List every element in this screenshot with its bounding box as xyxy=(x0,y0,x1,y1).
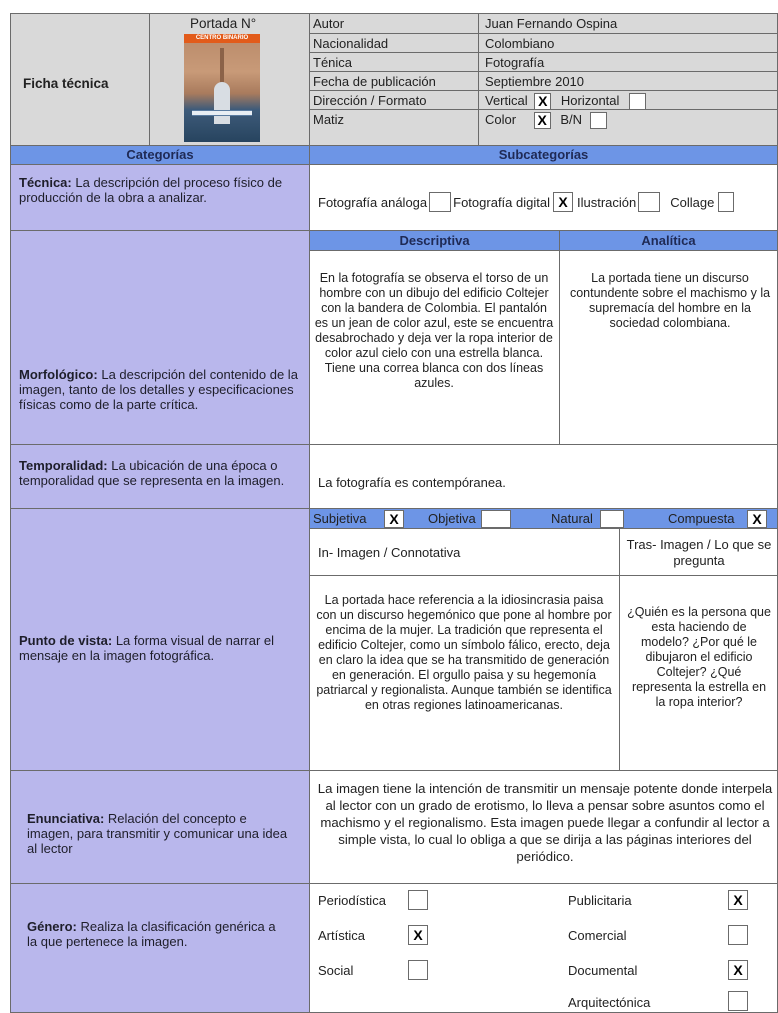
info-label-tecnica: Ténica xyxy=(313,55,353,70)
morfologico-desc: La descripción del contenido de la imagen, tanto de los detalles y especificaciones físicas como de la parte crítica. xyxy=(19,367,298,412)
enunciativa-subcategory xyxy=(309,770,778,884)
genero-artistica-checkbox[interactable]: X xyxy=(408,925,428,945)
enunciativa-category xyxy=(10,770,310,884)
tecnica-desc: La descripción del proceso físico de producción de la obra a analizar. xyxy=(19,175,283,205)
tecnica-opt-analoga-label: Fotografía análoga xyxy=(318,194,428,210)
punto-opt-natural-label: Natural xyxy=(551,511,593,526)
genero-title: Género: xyxy=(27,919,77,934)
in-imagen-text: La portada hace referencia a la idiosincrasia paisa con un discurso hegemónico que pone al hombre por encima de la mujer. La tradición que representa el edificio Coltejer, como un símbolo fálico, erecto, deja en claro la idea que se ha transmitido de generación en generación. El orgullo paisa y su hegemonía patriarcal y regionalista. Aunque también se identifica en otras regiones latinoamericanas. xyxy=(316,593,612,712)
punto-opt-objetiva-checkbox[interactable] xyxy=(481,510,511,528)
info-label-autor: Autor xyxy=(313,16,345,31)
punto-opt-objetiva-label: Objetiva xyxy=(428,511,476,526)
genero-arquitectonica-checkbox[interactable] xyxy=(728,991,748,1011)
tecnica-opt-digital-label: Fotografía digital xyxy=(453,194,550,210)
info-rows xyxy=(310,14,777,129)
punto-opt-subjetiva-checkbox[interactable]: X xyxy=(384,510,404,528)
genero-artistica-label: Artística xyxy=(318,928,365,943)
punto-row-divider xyxy=(310,575,777,576)
formato-vertical-checkbox[interactable]: X xyxy=(534,93,551,110)
info-value-tecnica: Fotografía xyxy=(485,55,545,70)
portada-label: Portada N° xyxy=(190,16,257,31)
cover-image xyxy=(184,34,260,142)
info-label-fecha: Fecha de publicación xyxy=(313,74,436,89)
formato-horizontal-label: Horizontal xyxy=(560,93,620,108)
punto-de-vista-title: Punto de vista: xyxy=(19,633,113,648)
morfologico-subcategory xyxy=(309,230,778,445)
ficha-tecnica-cell xyxy=(10,13,150,146)
descriptiva-text: En la fotografía se observa el torso de un hombre con un dibujo del edificio Coltejer con la bandera de Colombia. El pantalón es un jean de color azul, este se encuentra desabrochado y deja ver la ropa interior de color azul cielo con una estrella blanca. Tiene una correa blanca con dos líneas azules. xyxy=(314,271,554,390)
info-value-autor: Juan Fernando Ospina xyxy=(485,16,618,31)
tecnica-opt-ilustracion-label: Ilustración xyxy=(576,194,637,210)
temporalidad-desc: La ubicación de una época o temporalidad que se representa en la imagen. xyxy=(19,458,285,488)
tecnica-opt-collage-checkbox[interactable] xyxy=(718,192,734,212)
matiz-bn-label: B/N xyxy=(560,112,582,127)
punto-opt-compuesta-checkbox[interactable]: X xyxy=(747,510,767,528)
tras-imagen-label: Tras- Imagen / Lo que se pregunta xyxy=(626,537,772,568)
temporalidad-subcategory xyxy=(309,444,778,509)
tecnica-subcategory xyxy=(309,164,778,231)
info-label-nacionalidad: Nacionalidad xyxy=(313,36,389,51)
tecnica-opt-ilustracion-checkbox[interactable] xyxy=(638,192,660,212)
info-value-fecha: Septiembre 2010 xyxy=(485,74,585,89)
morfologico-col-divider xyxy=(559,251,560,444)
subcategorias-header: Subcategorías xyxy=(309,145,778,165)
tecnica-title: Técnica: xyxy=(19,175,72,190)
formato-vertical-label: Vertical xyxy=(485,93,528,108)
info-value-nacionalidad: Colombiano xyxy=(485,36,555,51)
genero-social-checkbox[interactable] xyxy=(408,960,428,980)
punto-de-vista-category xyxy=(10,508,310,771)
matiz-options xyxy=(485,110,607,129)
tecnica-options xyxy=(318,192,734,212)
formato-horizontal-checkbox[interactable] xyxy=(629,93,646,110)
punto-options-bar xyxy=(310,509,777,529)
enunciativa-title: Enunciativa: xyxy=(27,811,105,826)
punto-de-vista-desc: La forma visual de narrar el mensaje en la imagen fotográfica. xyxy=(19,633,275,663)
tecnica-category xyxy=(10,164,310,231)
info-row-nacionalidad xyxy=(310,34,777,53)
punto-col-divider xyxy=(619,529,620,770)
info-label-matiz: Matiz xyxy=(313,112,345,127)
cover-logo: CENTRO BINARIO xyxy=(184,34,260,43)
genero-social-label: Social xyxy=(318,963,354,978)
matiz-bn-checkbox[interactable] xyxy=(590,112,607,129)
temporalidad-category xyxy=(10,444,310,509)
portada-cell xyxy=(149,13,310,146)
morfologico-category xyxy=(10,230,310,445)
punto-opt-subjetiva-label: Subjetiva xyxy=(313,511,367,526)
cover-belt xyxy=(192,110,252,116)
categorias-header: Categorías xyxy=(10,145,310,165)
info-row-tecnica xyxy=(310,53,777,72)
genero-category xyxy=(10,883,310,1013)
genero-comercial-label: Comercial xyxy=(568,928,627,943)
analitica-header: Analítica xyxy=(560,231,777,251)
punto-opt-compuesta-label: Compuesta xyxy=(668,511,735,526)
tecnica-opt-collage-label: Collage xyxy=(670,194,715,210)
analitica-text: La portada tiene un discurso contundente sobre el machismo y la supremacía del hombre en la sociedad colombiana. xyxy=(569,271,771,330)
matiz-color-checkbox[interactable]: X xyxy=(534,112,551,129)
info-table xyxy=(309,13,778,146)
punto-de-vista-subcategory xyxy=(309,508,778,771)
morfologico-title: Morfológico: xyxy=(19,367,98,382)
genero-periodistica-label: Periodística xyxy=(318,893,386,908)
tecnica-opt-analoga-checkbox[interactable] xyxy=(429,192,451,212)
genero-subcategory xyxy=(309,883,778,1013)
genero-documental-checkbox[interactable]: X xyxy=(728,960,748,980)
in-imagen-label: In- Imagen / Connotativa xyxy=(318,545,461,560)
tras-imagen-text: ¿Quién es la persona que esta haciendo de modelo? ¿Por qué le dibujaron el edificio Coltejer? ¿Qué representa la estrella en la ropa interior? xyxy=(627,605,771,709)
formato-options xyxy=(485,91,646,110)
genero-documental-label: Documental xyxy=(568,963,638,978)
cover-building xyxy=(214,82,230,124)
genero-comercial-checkbox[interactable] xyxy=(728,925,748,945)
info-row-fecha xyxy=(310,72,777,91)
info-row-matiz xyxy=(310,110,777,129)
temporalidad-value: La fotografía es contempóranea. xyxy=(318,475,506,490)
ficha-tecnica-label: Ficha técnica xyxy=(23,76,109,91)
info-label-formato: Dirección / Formato xyxy=(313,93,427,108)
descriptiva-header: Descriptiva xyxy=(310,231,560,251)
tecnica-opt-digital-checkbox[interactable]: X xyxy=(553,192,573,212)
genero-periodistica-checkbox[interactable] xyxy=(408,890,428,910)
temporalidad-title: Temporalidad: xyxy=(19,458,108,473)
genero-publicitaria-checkbox[interactable]: X xyxy=(728,890,748,910)
info-row-autor xyxy=(310,14,777,34)
genero-desc: Realiza la clasificación genérica a la que pertenece la imagen. xyxy=(27,919,276,949)
punto-opt-natural-checkbox[interactable] xyxy=(600,510,624,528)
matiz-color-label: Color xyxy=(485,112,517,127)
enunciativa-value: La imagen tiene la intención de transmitir un mensaje potente donde interpela al lector con un grado de erotismo, lo lleva a pensar sobre asuntos como el machismo y el regionalismo. Esta imagen puede llegar a confundir al lector a simple vista, lo cual lo obliga a que se dirija a las páginas interiores del periódico. xyxy=(317,781,773,864)
enunciativa-desc: Relación del concepto e imagen, para transmitir y comunicar una idea al lector xyxy=(27,811,288,856)
info-row-formato xyxy=(310,91,777,110)
genero-arquitectonica-label: Arquitectónica xyxy=(568,995,651,1010)
genero-publicitaria-label: Publicitaria xyxy=(568,893,632,908)
